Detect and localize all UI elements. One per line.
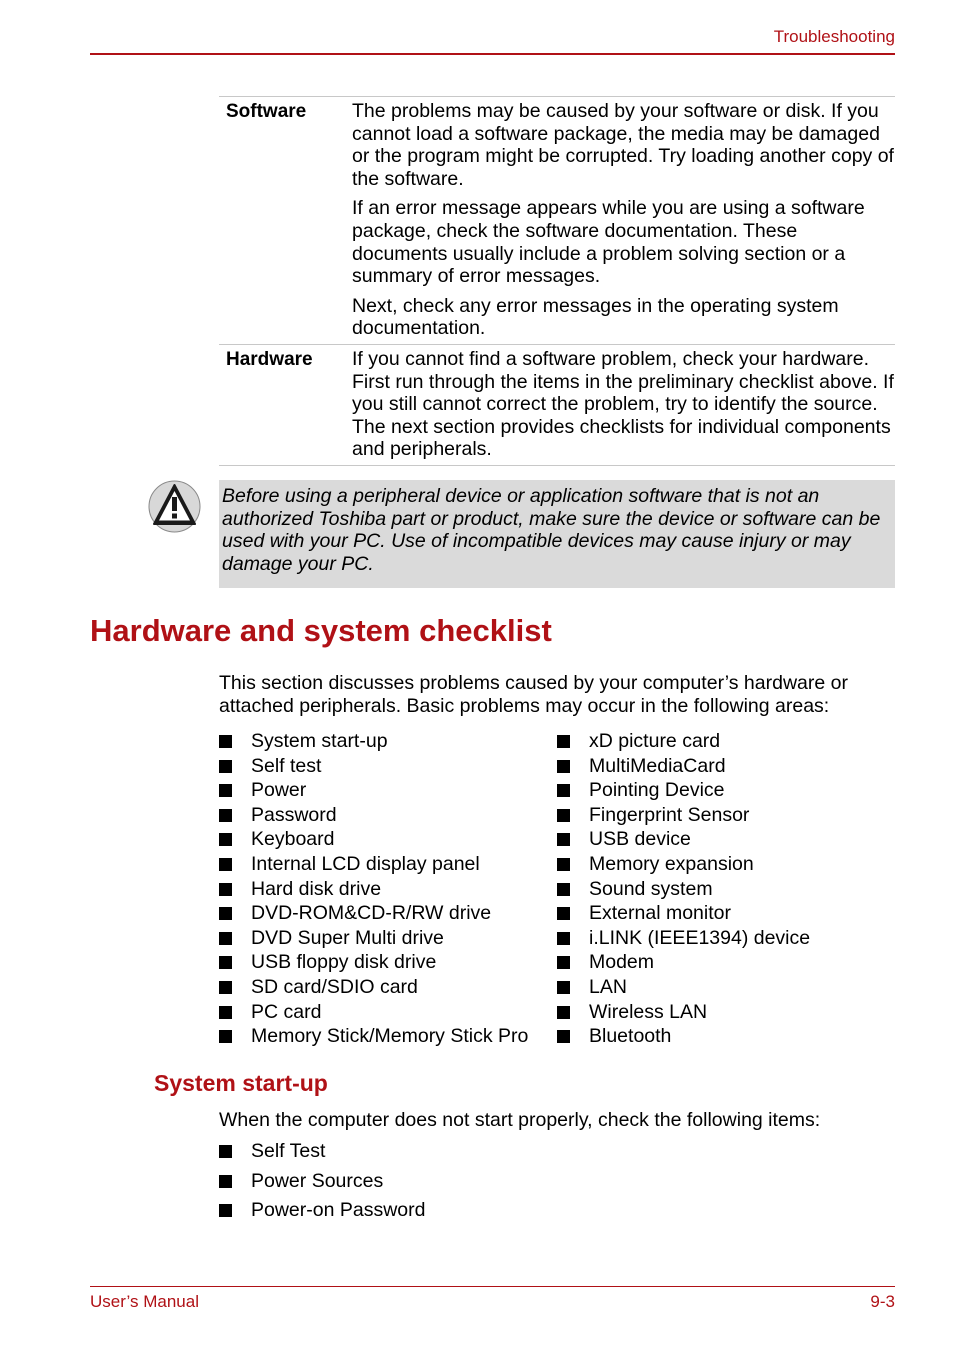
paragraph: If an error message appears while you are using a software package, check the software documentation. These documents usually include a problem solving section or a summary of error messages.: [352, 197, 865, 288]
list-item: [557, 901, 810, 926]
startup-checklist: [219, 1137, 426, 1226]
table-row-software: [219, 97, 895, 345]
list-item: [219, 975, 528, 1000]
list-item-text: USB device: [589, 828, 691, 851]
row-description: [352, 100, 895, 340]
list-item-text: Memory expansion: [589, 852, 754, 875]
list-item: [557, 729, 810, 754]
square-bullet-icon: [557, 784, 570, 797]
list-item: [219, 1167, 426, 1197]
list-item: [219, 778, 528, 803]
subsection-heading: System start-up: [154, 1070, 328, 1096]
list-item-text: External monitor: [589, 902, 731, 925]
row-label: Software: [226, 101, 307, 122]
list-item: [557, 1024, 810, 1049]
square-bullet-icon: [219, 956, 232, 969]
list-item-text: DVD-ROM&CD-R/RW drive: [251, 902, 492, 925]
caution-note: Before using a peripheral device or application software that is not an authorized Toshiba part or product, make sure the device or software can be used with your PC. Use of incompatible devices may cause injury or may damage your PC.: [219, 480, 895, 588]
square-bullet-icon: [557, 1006, 570, 1019]
square-bullet-icon: [557, 1030, 570, 1043]
square-bullet-icon: [557, 932, 570, 945]
row-label: Hardware: [226, 348, 313, 370]
list-item: [219, 1137, 426, 1167]
square-bullet-icon: [557, 883, 570, 896]
list-item: [219, 950, 528, 975]
list-item-text: Bluetooth: [589, 1025, 672, 1048]
list-item: [557, 1000, 810, 1025]
square-bullet-icon: [557, 981, 570, 994]
list-item-text: Power: [251, 779, 307, 802]
square-bullet-icon: [219, 1204, 232, 1217]
list-item-text: xD picture card: [589, 730, 721, 752]
square-bullet-icon: [219, 833, 232, 846]
paragraph: The problems may be caused by your software or disk. If you cannot load a software package, the media may be damaged or the program might be corrupted. Try loading another copy of the software.: [352, 100, 894, 190]
square-bullet-icon: [219, 981, 232, 994]
list-item: [219, 852, 528, 877]
square-bullet-icon: [557, 760, 570, 773]
list-item-text: Fingerprint Sensor: [589, 803, 750, 826]
square-bullet-icon: [219, 858, 232, 871]
list-item-text: Modem: [589, 951, 655, 974]
list-item-text: i.LINK (IEEE1394) device: [589, 926, 811, 949]
list-item-text: Pointing Device: [589, 779, 725, 802]
square-bullet-icon: [219, 784, 232, 797]
list-item: [219, 827, 528, 852]
square-bullet-icon: [557, 833, 570, 846]
square-bullet-icon: [219, 735, 232, 748]
page-number: 9-3: [870, 1292, 895, 1311]
header-rule: [90, 53, 895, 55]
square-bullet-icon: [219, 809, 232, 822]
subsection-intro: When the computer does not start properly, check the following items:: [219, 1109, 821, 1131]
list-item-text: Power Sources: [251, 1169, 384, 1192]
square-bullet-icon: [557, 956, 570, 969]
square-bullet-icon: [219, 932, 232, 945]
troubleshooting-table: [219, 96, 895, 466]
square-bullet-icon: [219, 1006, 232, 1019]
list-item: [557, 778, 810, 803]
list-item: [557, 827, 810, 852]
square-bullet-icon: [219, 1175, 232, 1188]
list-item: [219, 901, 528, 926]
square-bullet-icon: [219, 760, 232, 773]
list-item-text: Sound system: [589, 877, 713, 900]
square-bullet-icon: [219, 1145, 232, 1158]
list-item-text: PC card: [251, 1000, 322, 1023]
list-item: [219, 1024, 528, 1049]
section-heading: Hardware and system checklist: [90, 613, 552, 648]
list-item-text: Self Test: [251, 1140, 326, 1162]
square-bullet-icon: [219, 907, 232, 920]
square-bullet-icon: [557, 907, 570, 920]
list-item: [219, 754, 528, 779]
row-description: [352, 348, 895, 461]
list-item: [557, 950, 810, 975]
problem-areas-left-list: [219, 729, 528, 1049]
list-item: [219, 926, 528, 951]
list-item-text: Wireless LAN: [589, 1000, 708, 1023]
footer-manual-title: User’s Manual: [90, 1292, 199, 1311]
list-item: [557, 803, 810, 828]
list-item: [557, 975, 810, 1000]
square-bullet-icon: [219, 1030, 232, 1043]
square-bullet-icon: [557, 809, 570, 822]
caution-icon: [148, 480, 201, 533]
list-item-text: Memory Stick/Memory Stick Pro: [251, 1025, 529, 1048]
list-item-text: SD card/SDIO card: [251, 975, 418, 998]
footer-rule: [90, 1286, 895, 1287]
square-bullet-icon: [557, 735, 570, 748]
list-item: [557, 852, 810, 877]
list-item: [219, 877, 528, 902]
list-item: [557, 877, 810, 902]
list-item-text: Self test: [251, 754, 322, 777]
table-row-hardware: [219, 345, 895, 466]
list-item-text: Keyboard: [251, 828, 335, 851]
list-item: [219, 729, 528, 754]
problem-areas-right-list: [557, 729, 810, 1049]
paragraph: Next, check any error messages in the operating system documentation.: [352, 294, 839, 340]
list-item: [219, 803, 528, 828]
list-item-text: Power-on Password: [251, 1199, 426, 1222]
list-item-text: DVD Super Multi drive: [251, 926, 444, 949]
list-item-text: MultiMediaCard: [589, 754, 726, 777]
list-item-text: USB floppy disk drive: [251, 951, 437, 974]
paragraph: If you cannot find a software problem, check your hardware. First run through the items in the preliminary checklist above. If you still cannot correct the problem, try to identify the source. The next section provides checklists for individual components and peripherals.: [352, 347, 894, 461]
list-item: [219, 1000, 528, 1025]
list-item-text: System start-up: [251, 730, 388, 752]
running-header: Troubleshooting: [773, 27, 895, 46]
list-item: [219, 1196, 426, 1226]
list-item-text: Internal LCD display panel: [251, 852, 480, 875]
list-item: [557, 926, 810, 951]
list-item-text: Password: [251, 803, 337, 826]
square-bullet-icon: [557, 858, 570, 871]
list-item-text: LAN: [589, 975, 627, 998]
square-bullet-icon: [219, 883, 232, 896]
list-item: [557, 754, 810, 779]
list-item-text: Hard disk drive: [251, 877, 382, 900]
section-intro: This section discusses problems caused by your computer’s hardware or attached peripherals. Basic problems may occur in the following areas:: [219, 672, 848, 717]
